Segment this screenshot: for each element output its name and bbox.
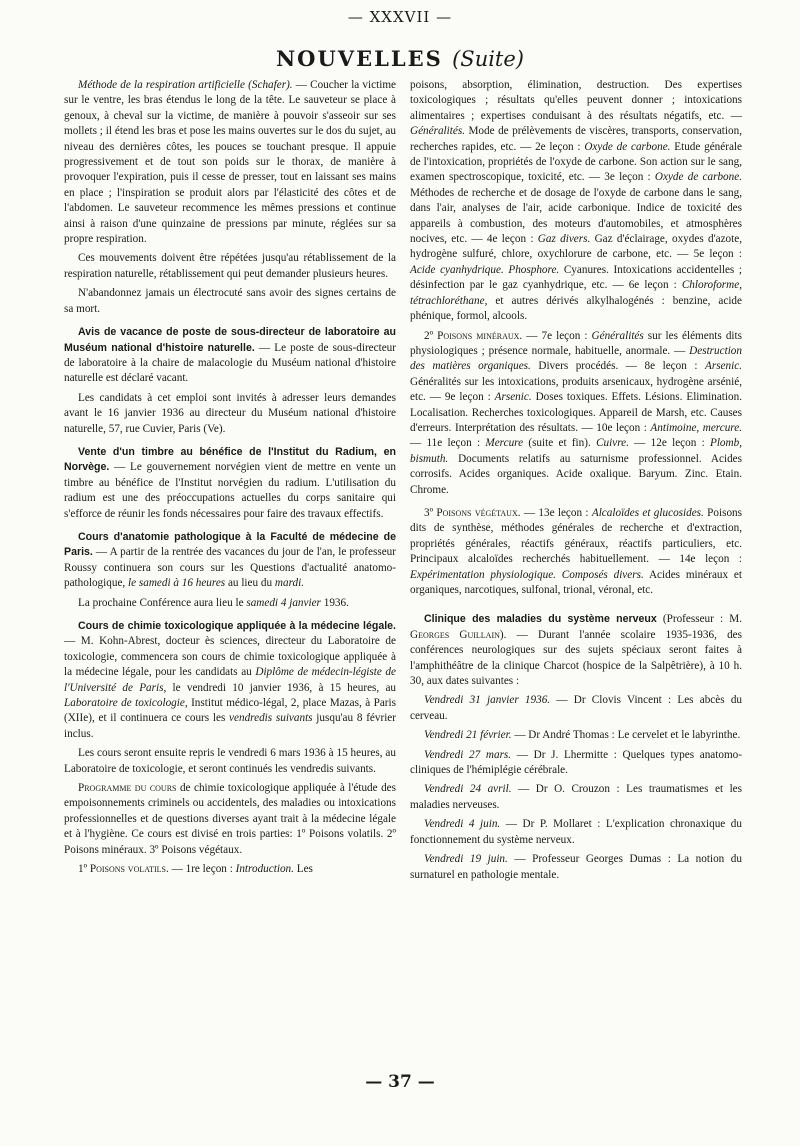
- vacancy-text: — Le poste de sous-directeur de laboratoire à la chaire de malacologie du Muséum national d'histoire naturelle est déclaré vacant.: [64, 341, 396, 385]
- right-column: [410, 78, 742, 887]
- session-1-date: Vendredi 31 janvier 1936.: [424, 694, 551, 707]
- min-e: Généralités sur les intoxications, produits arsenicaux, hydrogène arsénié, etc. — 9e leçon :: [410, 375, 742, 404]
- session-6: [410, 852, 742, 883]
- min-it8: Plomb, bismuth.: [410, 437, 742, 465]
- veg-label: Poisons végétaux.: [436, 506, 521, 519]
- chemistry-title: Cours de chimie toxicologique appliquée à la médecine légale.: [78, 620, 396, 632]
- chemistry-text-a: — M. Kohn-Abrest, docteur ès sciences, directeur du Laboratoire de toxicologie, commencera son cours de chimie toxicologique appliquée à la médecine légale, pour les candidats au: [64, 635, 396, 679]
- electrocution-paragraph: N'abandonnez jamais un électrocuté sans avoir des signes certains de sa mort.: [64, 287, 396, 315]
- anatomy-next-date: samedi 4 janvier: [246, 596, 321, 609]
- chemistry-fridays: vendredis suivants: [229, 712, 313, 725]
- heading-suffix: (Suite): [452, 47, 524, 71]
- r1-g: et autres dérivés alkylhalogénés : benzine, acide phénique, formol, alcools.: [410, 294, 742, 323]
- min-j: Documents relatifs au saturnisme professionnel. Acides corrosifs. Acides organiques. Acide oxalique. Baryum. Zinc. Etain. Chrome.: [410, 452, 742, 496]
- chemistry-lab: Laboratoire de toxicologie: [64, 697, 185, 710]
- chemistry-resume: Les cours seront ensuite repris le vendredi 6 mars 1936 à 15 heures, au Laboratoire de toxicologie, et seront continués les vendredis suivants.: [64, 747, 396, 775]
- r1-it3: Oxyde de carbone.: [654, 171, 742, 184]
- session-6-text: — Professeur Georges Dumas : La notion du surnaturel en pathologie mentale.: [410, 853, 742, 881]
- movements-paragraph: Ces mouvements doivent être répétées jusqu'au rétablissement de la respiration naturelle, rétablissement qui peut demander plusieurs heures.: [64, 252, 396, 280]
- volatile-cont: Les: [293, 863, 313, 876]
- roman-folio: — XXXVII —: [347, 8, 453, 26]
- r1-f: Cyanures. Intoxications accidentelles ; désinfection par le gaz cyanhydrique, etc. — 6e leçon :: [410, 263, 742, 292]
- session-5-date: Vendredi 4 juin.: [424, 818, 501, 831]
- stamp-text: — Le gouvernement norvégien vient de mettre en vente un timbre au bénéfice de l'Institut norvégien du radium. L'utilisation du radium est une des préoccupations actuelles du corps sanitaire qui s'efforce de réunir les fonds nécessaires pour faire des travaux effectifs.: [64, 461, 396, 520]
- anatomy-day: mardi.: [274, 577, 305, 590]
- anatomy-text-b: au lieu du: [225, 577, 275, 590]
- mineral-section: [410, 329, 742, 498]
- min-it7: Cuivre.: [596, 437, 629, 450]
- clinic-a: (Professeur : M.: [656, 613, 742, 626]
- veg-b: — 13e leçon :: [520, 506, 592, 519]
- min-it5: Antimoine, mercure.: [650, 421, 742, 434]
- chemistry-text-c: , Institut médico-légal, 2, place Mazas, à Paris (XIIe), et il continuera ce cours les: [64, 697, 396, 725]
- stamp-title: Vente d'un timbre au bénéfice de l'Institut du Radium, en Norvège.: [64, 445, 396, 474]
- left-column: [64, 78, 396, 882]
- r1-it2: Oxyde de carbone.: [584, 140, 671, 153]
- r1-it1: Généralités.: [410, 125, 465, 138]
- min-it3: Arsenic.: [705, 360, 742, 373]
- clinic-professor: Georges Guillain: [410, 628, 500, 641]
- anatomy-next: [64, 596, 396, 611]
- min-g: — 11e leçon :: [410, 437, 486, 450]
- min-label: Poisons minéraux.: [437, 329, 523, 342]
- session-3: [410, 748, 742, 779]
- page-number: — 37 —: [365, 1072, 435, 1092]
- min-it6: Mercure: [485, 437, 524, 450]
- vegetal-section: [410, 506, 742, 598]
- anatomy-next-year: 1936.: [320, 596, 349, 609]
- r1-e: Gaz d'éclairage, oxydes d'azote, hydrogène sulfuré, chlore, oxychlorure de carbone, etc. — 5e leçon :: [410, 233, 743, 261]
- session-4-date: Vendredi 24 avril.: [424, 783, 512, 796]
- r1-it6: Chloroforme, tétrachloréthane,: [410, 279, 742, 307]
- veg-d: Acides minéraux et organiques, narcotiques, sulfonal, trional, véronal, etc.: [410, 568, 742, 596]
- volatile-num: 1º: [78, 863, 90, 876]
- session-5: [410, 817, 742, 848]
- vacancy-notice: [64, 325, 396, 387]
- chemistry-text-d: jusqu'au 8 février inclus.: [64, 712, 396, 740]
- anatomy-title: Cours d'anatomie pathologique à la Faculté de médecine de Paris.: [64, 530, 396, 559]
- neuro-clinic-notice: [410, 612, 742, 689]
- min-it1: Généralités: [591, 329, 644, 342]
- section-heading: [0, 46, 800, 71]
- r1-it5: Acide cyanhydrique. Phosphore.: [410, 263, 560, 276]
- session-5-text: — Dr P. Mollaret : L'explication chronaxique du fonctionnement du système nerveux.: [410, 818, 742, 846]
- r1-c: Etude générale de l'intoxication, propriétés de l'oxyde de carbone. Son action sur le sang, examen spectroscopique, toxicité, etc. — 3e leçon :: [410, 140, 743, 184]
- veg-it2: Expérimentation physiologique. Composés divers.: [410, 568, 644, 581]
- r1-it4: Gaz divers.: [537, 233, 591, 246]
- chemistry-diploma: Diplôme de médecin-légiste de l'Université de Paris: [64, 666, 396, 694]
- program-paragraph: [64, 781, 396, 858]
- min-h: (suite et fin).: [523, 437, 597, 450]
- volatile-lesson: — 1re leçon :: [168, 863, 236, 876]
- heading-title: NOUVELLES: [275, 46, 443, 71]
- program-label: Programme du cours: [78, 782, 177, 795]
- schafer-text: — Coucher la victime sur le ventre, les bras étendus le long de la tête. Le sauveteur se place à genoux, à cheval sur la victime, de manière à pouvoir s'asseoir sur ses mollets ; il étend les bras et pose les mains ouvertes sur le dos du sujet, au niveau des dernières côtes, les pouces se touchant presque. Il appuie progressivement et de tout son poids sur le thorax, de manière à provoquer l'expiration, puis il cesse de presser, tout en laissant ses mains en place ; l'inspiration se produit alors par l'élasticité des côtes et de l'abdomen. Le sauveteur recommence les mêmes pressions et continue ainsi à raison d'une quinzaine de pressions par minute, réglées sur sa propre respiration.: [64, 79, 396, 246]
- schafer-title: Méthode de la respiration artificielle (Schafer).: [78, 79, 293, 91]
- min-c: sur les éléments dits physiologiques ; présence normale, habituelle, anormale. —: [410, 329, 742, 357]
- schafer-paragraph: [64, 78, 396, 247]
- volatile-section: [64, 862, 396, 877]
- anatomy-next-text: La prochaine Conférence aura lieu le: [78, 596, 247, 609]
- veg-c: Poisons dits de synthèse, méthodes générales de recherche et d'extraction, propriétés générales, réactifs généraux, réactifs particuliers, etc. Principaux alcaloïdes recherchés habituellement. — 14e leçon :: [410, 506, 742, 566]
- program-text: de chimie toxicologique appliquée à l'étude des empoisonnements criminels ou accidentels, des maladies ou intoxications professionnelles et de questions diverses ayant trait à la médecine légale et à l'hygiène. Ce cours est divisé en trois parties: 1º Poisons volatils. 2º Poisons minéraux. 3º Poisons végétaux.: [64, 782, 396, 856]
- anatomy-course: [64, 530, 396, 592]
- r1-a: poisons, absorption, élimination, destruction. Des expertises toxicologiques ; résultats qu'elles peuvent donner ; intoxications alimentaires ; expertises conduisant à des résultats négatifs, etc. —: [410, 79, 742, 122]
- anatomy-text: — A partir de la rentrée des vacances du jour de l'an, le professeur Roussy continuera son cours sur les Questions d'actualité anatomo-pathologique,: [64, 546, 396, 590]
- min-f: Doses toxiques. Effets. Lésions. Elimination. Localisation. Recherches toxicologiques. Appareil de Marsh, etc. Causes d'erreurs. Interprétation des résultats. — 10e leçon :: [410, 391, 742, 434]
- chemistry-course: [64, 619, 396, 742]
- session-2: [410, 728, 742, 743]
- session-3-date: Vendredi 27 mars.: [424, 748, 512, 761]
- min-d: Divers procédés. — 8e leçon :: [530, 360, 706, 373]
- vacancy-title: Avis de vacance de poste de sous-directeur de laboratoire au Muséum national d'histoire naturelle.: [64, 326, 396, 354]
- session-1: [410, 693, 742, 724]
- vacancy-candidates: Les candidats à cet emploi sont invités à adresser leurs demandes avant le 16 janvier 1936 au directeur du Muséum national d'histoire naturelle, 57, rue Cuvier, Paris (Ve).: [64, 391, 396, 435]
- r1-b: Mode de prélèvements de viscères, transports, conservation, recherches rapides, etc. — 2e leçon :: [410, 125, 742, 153]
- min-i: — 12e leçon :: [628, 437, 710, 450]
- volatile-intro: Introduction.: [235, 863, 294, 876]
- volatile-lessons: [410, 78, 742, 325]
- anatomy-time: le samedi à 16 heures: [128, 577, 226, 590]
- stamp-notice: [64, 445, 396, 522]
- veg-a: 3º: [424, 506, 437, 519]
- volatile-label: Poisons volatils.: [89, 863, 169, 876]
- min-a: 2º: [424, 329, 438, 342]
- session-2-text: — Dr André Thomas : Le cervelet et le labyrinthe.: [511, 729, 741, 742]
- r1-d: Méthodes de recherche et de dosage de l'oxyde de carbone dans le sang, dans l'air, analyses de l'air, acide carbonique. Indice de toxicité des appareils à combustion, des moteurs d'automobiles, et atmosphères nocives, etc. — 4e leçon :: [410, 186, 742, 246]
- clinic-title: Clinique des maladies du système nerveux: [424, 613, 657, 626]
- session-1-text: — Dr Clovis Vincent : Les abcès du cerveau.: [410, 694, 743, 722]
- session-2-date: Vendredi 21 février.: [424, 729, 512, 742]
- veg-it1: Alcaloïdes et glucosides.: [591, 506, 704, 519]
- session-3-text: — Dr J. Lhermitte : Quelques types anatomo-cliniques de l'hémiplégie cérébrale.: [410, 748, 742, 777]
- session-4-text: — Dr O. Crouzon : Les traumatismes et les maladies nerveuses.: [410, 783, 743, 811]
- min-it4: Arsenic.: [494, 391, 532, 404]
- chemistry-text-b: , le vendredi 10 janvier 1936, à 15 heures, au: [163, 681, 397, 694]
- min-b: — 7e leçon :: [522, 329, 592, 342]
- session-6-date: Vendredi 19 juin.: [424, 853, 508, 866]
- session-4: [410, 782, 742, 813]
- clinic-b: ). — Durant l'année scolaire 1935-1936, des conférences neurologiques sur des sujets spéciaux seront faites à l'amphithéâtre de la clinique Charcot (hospice de la Salpêtrière), à 10 h. 30, aux dates suivantes :: [410, 628, 742, 688]
- min-it2: Destruction des matières organiques.: [410, 344, 742, 373]
